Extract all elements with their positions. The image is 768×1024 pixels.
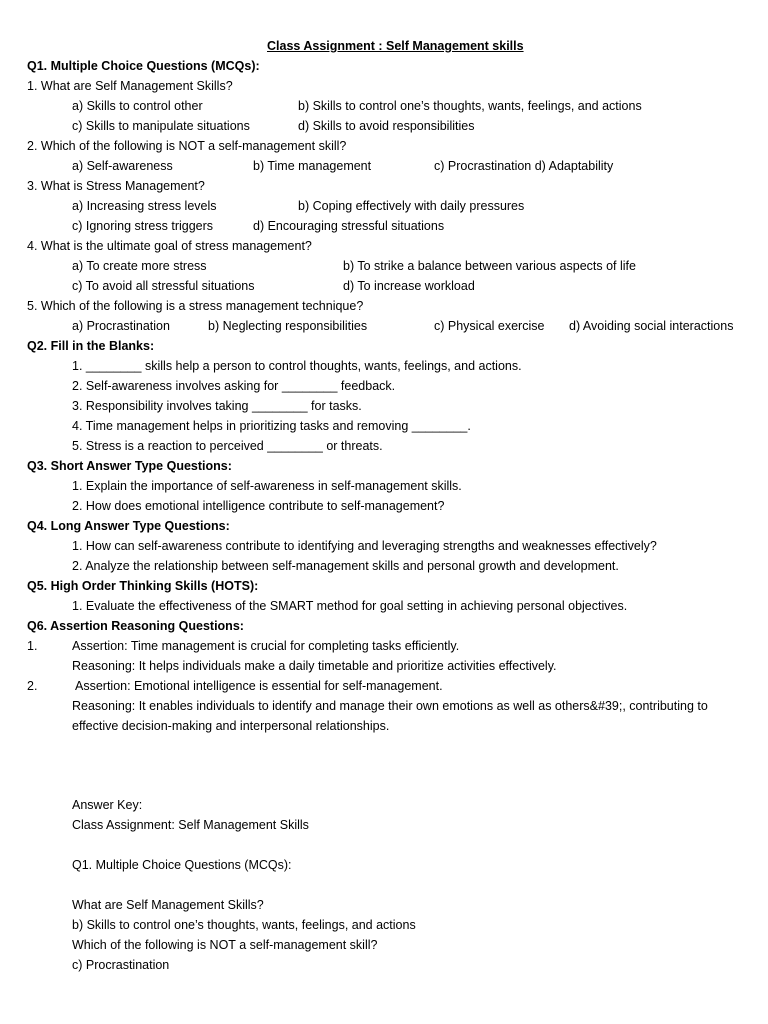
mcq-option: a) Procrastination bbox=[72, 319, 170, 333]
fill-blank-item: 3. Responsibility involves taking ________ for tasks. bbox=[72, 399, 362, 413]
mcq-option: c) Procrastination d) Adaptability bbox=[434, 159, 614, 173]
mcq-option: c) Physical exercise bbox=[434, 319, 545, 333]
fill-blank-item: 2. Self-awareness involves asking for ________ feedback. bbox=[72, 379, 396, 393]
mcq-question: 5. Which of the following is a stress management technique? bbox=[27, 299, 364, 313]
hots-item: 1. Evaluate the effectiveness of the SMART method for goal setting in achieving personal objectives. bbox=[72, 599, 628, 613]
q6-heading: Q6. Assertion Reasoning Questions: bbox=[27, 619, 244, 633]
assertion-text: Assertion: Emotional intelligence is essential for self-management. bbox=[75, 679, 443, 693]
q4-heading: Q4. Long Answer Type Questions: bbox=[27, 519, 230, 533]
mcq-option: c) To avoid all stressful situations bbox=[72, 279, 255, 293]
page-title: Class Assignment : Self Management skills bbox=[267, 39, 524, 53]
long-answer-item: 2. Analyze the relationship between self-management skills and personal growth and development. bbox=[72, 559, 619, 573]
mcq-option: b) Coping effectively with daily pressures bbox=[298, 199, 525, 213]
mcq-option: d) Encouraging stressful situations bbox=[253, 219, 445, 233]
mcq-option: a) Increasing stress levels bbox=[72, 199, 217, 213]
mcq-option: c) Ignoring stress triggers bbox=[72, 219, 214, 233]
mcq-option: a) Self-awareness bbox=[72, 159, 173, 173]
answer-key-title: Class Assignment: Self Management Skills bbox=[72, 818, 309, 832]
q3-heading: Q3. Short Answer Type Questions: bbox=[27, 459, 232, 473]
mcq-option: d) Skills to avoid responsibilities bbox=[298, 119, 475, 133]
mcq-question: 4. What is the ultimate goal of stress management? bbox=[27, 239, 312, 253]
answer-key-label: Answer Key: bbox=[72, 798, 143, 812]
fill-blank-item: 5. Stress is a reaction to perceived ________ or threats. bbox=[72, 439, 383, 453]
mcq-option: b) Time management bbox=[253, 159, 372, 173]
reasoning-text: Reasoning: It helps individuals make a daily timetable and prioritize activities effectively. bbox=[72, 659, 557, 673]
mcq-option: b) To strike a balance between various aspects of life bbox=[343, 259, 636, 273]
q2-heading: Q2. Fill in the Blanks: bbox=[27, 339, 155, 353]
answer-key-line: c) Procrastination bbox=[72, 958, 170, 972]
reasoning-text-continued: effective decision-making and interpersonal relationships. bbox=[72, 719, 390, 733]
mcq-option: b) Neglecting responsibilities bbox=[208, 319, 368, 333]
q1-heading: Q1. Multiple Choice Questions (MCQs): bbox=[27, 59, 260, 73]
fill-blank-item: 4. Time management helps in prioritizing tasks and removing ________. bbox=[72, 419, 471, 433]
mcq-option: c) Skills to manipulate situations bbox=[72, 119, 250, 133]
mcq-option: d) Avoiding social interactions bbox=[569, 319, 734, 333]
mcq-question: 2. Which of the following is NOT a self-management skill? bbox=[27, 139, 347, 153]
assertion-number: 2. bbox=[27, 679, 38, 693]
long-answer-item: 1. How can self-awareness contribute to identifying and leveraging strengths and weaknesses effectively? bbox=[72, 539, 657, 553]
short-answer-item: 2. How does emotional intelligence contribute to self-management? bbox=[72, 499, 445, 513]
mcq-option: d) To increase workload bbox=[343, 279, 475, 293]
mcq-option: b) Skills to control one’s thoughts, wants, feelings, and actions bbox=[298, 99, 642, 113]
mcq-question: 3. What is Stress Management? bbox=[27, 179, 205, 193]
answer-key-section: Q1. Multiple Choice Questions (MCQs): bbox=[72, 858, 292, 872]
answer-key-line: b) Skills to control one’s thoughts, wants, feelings, and actions bbox=[72, 918, 416, 932]
assertion-number: 1. bbox=[27, 639, 38, 653]
reasoning-text: Reasoning: It enables individuals to identify and manage their own emotions as well as others&#39;, contributing to bbox=[72, 699, 708, 713]
answer-key-line: What are Self Management Skills? bbox=[72, 898, 264, 912]
mcq-question: 1. What are Self Management Skills? bbox=[27, 79, 233, 93]
answer-key-line: Which of the following is NOT a self-management skill? bbox=[72, 938, 378, 952]
q5-heading: Q5. High Order Thinking Skills (HOTS): bbox=[27, 579, 259, 593]
fill-blank-item: 1. ________ skills help a person to control thoughts, wants, feelings, and actions. bbox=[72, 359, 522, 373]
mcq-option: a) To create more stress bbox=[72, 259, 207, 273]
assertion-text: Assertion: Time management is crucial for completing tasks efficiently. bbox=[72, 639, 460, 653]
short-answer-item: 1. Explain the importance of self-awareness in self-management skills. bbox=[72, 479, 462, 493]
mcq-option: a) Skills to control other bbox=[72, 99, 203, 113]
